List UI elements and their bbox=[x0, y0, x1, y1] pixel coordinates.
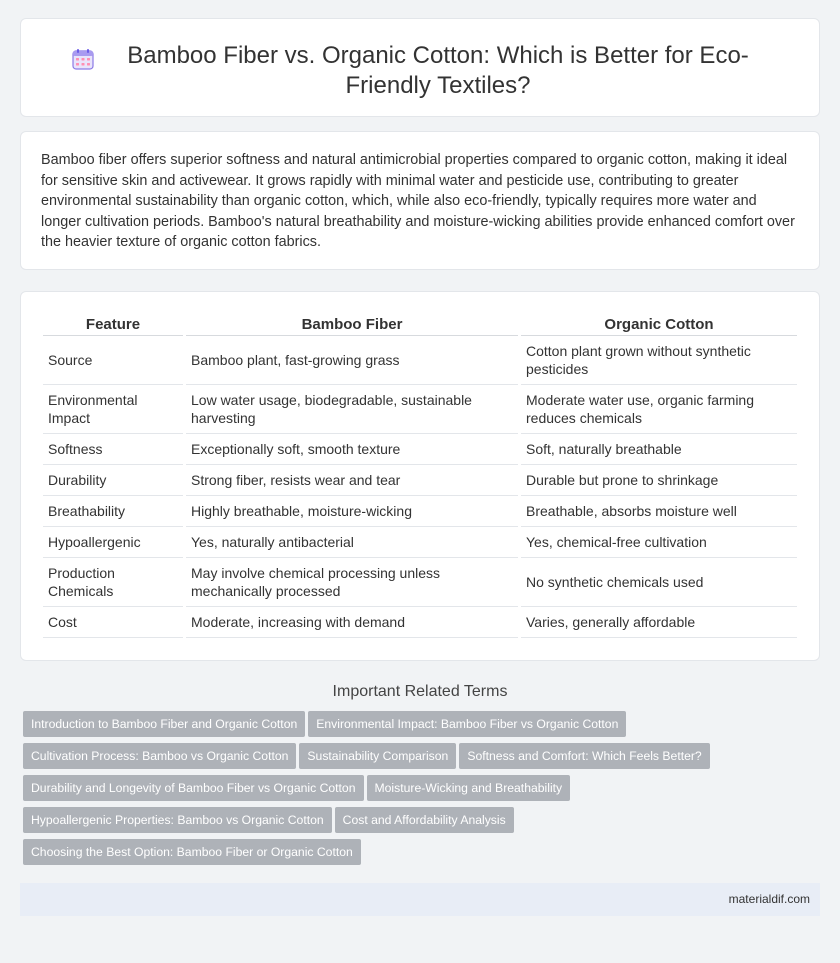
bamboo-cell: Yes, naturally antibacterial bbox=[186, 527, 518, 558]
site-link[interactable]: materialdif.com bbox=[728, 892, 810, 906]
cotton-cell: Moderate water use, organic farming reduces chemicals bbox=[521, 385, 797, 434]
feature-cell: Source bbox=[43, 336, 183, 385]
cotton-cell: Varies, generally affordable bbox=[521, 607, 797, 638]
cotton-cell: Durable but prone to shrinkage bbox=[521, 465, 797, 496]
feature-cell: Hypoallergenic bbox=[43, 527, 183, 558]
header-bamboo-fiber: Bamboo Fiber bbox=[186, 312, 518, 336]
feature-cell: Durability bbox=[43, 465, 183, 496]
title-card bbox=[20, 18, 820, 117]
feature-cell: Cost bbox=[43, 607, 183, 638]
summary-card bbox=[20, 131, 820, 270]
comparison-table bbox=[40, 312, 800, 638]
bamboo-cell: Moderate, increasing with demand bbox=[186, 607, 518, 638]
related-term-tag[interactable]: Softness and Comfort: Which Feels Better? bbox=[459, 743, 709, 769]
related-terms-list bbox=[0, 711, 840, 871]
table-row bbox=[43, 434, 797, 465]
table-row bbox=[43, 336, 797, 385]
related-term-tag[interactable]: Introduction to Bamboo Fiber and Organic Cotton bbox=[23, 711, 305, 737]
table-row bbox=[43, 558, 797, 607]
table-row bbox=[43, 385, 797, 434]
related-term-tag[interactable]: Sustainability Comparison bbox=[299, 743, 456, 769]
cotton-cell: Soft, naturally breathable bbox=[521, 434, 797, 465]
table-row bbox=[43, 527, 797, 558]
cotton-cell: Breathable, absorbs moisture well bbox=[521, 496, 797, 527]
header-feature: Feature bbox=[43, 312, 183, 336]
related-terms-heading: Important Related Terms bbox=[332, 683, 508, 700]
calendar-icon bbox=[71, 47, 95, 71]
table-row bbox=[43, 496, 797, 527]
related-term-tag[interactable]: Hypoallergenic Properties: Bamboo vs Organic Cotton bbox=[23, 807, 332, 833]
bamboo-cell: Strong fiber, resists wear and tear bbox=[186, 465, 518, 496]
cotton-cell: Yes, chemical-free cultivation bbox=[521, 527, 797, 558]
related-term-tag[interactable]: Choosing the Best Option: Bamboo Fiber or Organic Cotton bbox=[23, 839, 361, 865]
bamboo-cell: Bamboo plant, fast-growing grass bbox=[186, 336, 518, 385]
cotton-cell: No synthetic chemicals used bbox=[521, 558, 797, 607]
bamboo-cell: Highly breathable, moisture-wicking bbox=[186, 496, 518, 527]
feature-cell: Breathability bbox=[43, 496, 183, 527]
feature-cell: Environmental Impact bbox=[43, 385, 183, 434]
page-title: Bamboo Fiber vs. Organic Cotton: Which is Better for Eco-Friendly Textiles? bbox=[127, 42, 749, 99]
related-term-tag[interactable]: Durability and Longevity of Bamboo Fiber vs Organic Cotton bbox=[23, 775, 364, 801]
cotton-cell: Cotton plant grown without synthetic pesticides bbox=[521, 336, 797, 385]
feature-cell: Softness bbox=[43, 434, 183, 465]
bamboo-cell: Exceptionally soft, smooth texture bbox=[186, 434, 518, 465]
table-header-row bbox=[43, 312, 797, 336]
related-term-tag[interactable]: Cost and Affordability Analysis bbox=[335, 807, 514, 833]
related-term-tag[interactable]: Cultivation Process: Bamboo vs Organic Cotton bbox=[23, 743, 296, 769]
related-term-tag[interactable]: Environmental Impact: Bamboo Fiber vs Organic Cotton bbox=[308, 711, 626, 737]
header-organic-cotton: Organic Cotton bbox=[521, 312, 797, 336]
comparison-card bbox=[20, 291, 820, 661]
summary-text: Bamboo fiber offers superior softness and natural antimicrobial properties compared to organic cotton, making it ideal for sensitive skin and activewear. It grows rapidly with minimal water and pesticide use, contributing to greater environmental sustainability than organic cotton, which, while also eco-friendly, typically requires more water and longer cultivation periods. Bamboo's natural breathability and moisture-wicking abilities provide enhanced comfort over the heavier texture of organic cotton fabrics. bbox=[41, 152, 795, 250]
table-row bbox=[43, 607, 797, 638]
table-row bbox=[43, 465, 797, 496]
bamboo-cell: May involve chemical processing unless mechanically processed bbox=[186, 558, 518, 607]
feature-cell: Production Chemicals bbox=[43, 558, 183, 607]
bamboo-cell: Low water usage, biodegradable, sustainable harvesting bbox=[186, 385, 518, 434]
related-term-tag[interactable]: Moisture-Wicking and Breathability bbox=[367, 775, 571, 801]
footer bbox=[20, 883, 820, 916]
